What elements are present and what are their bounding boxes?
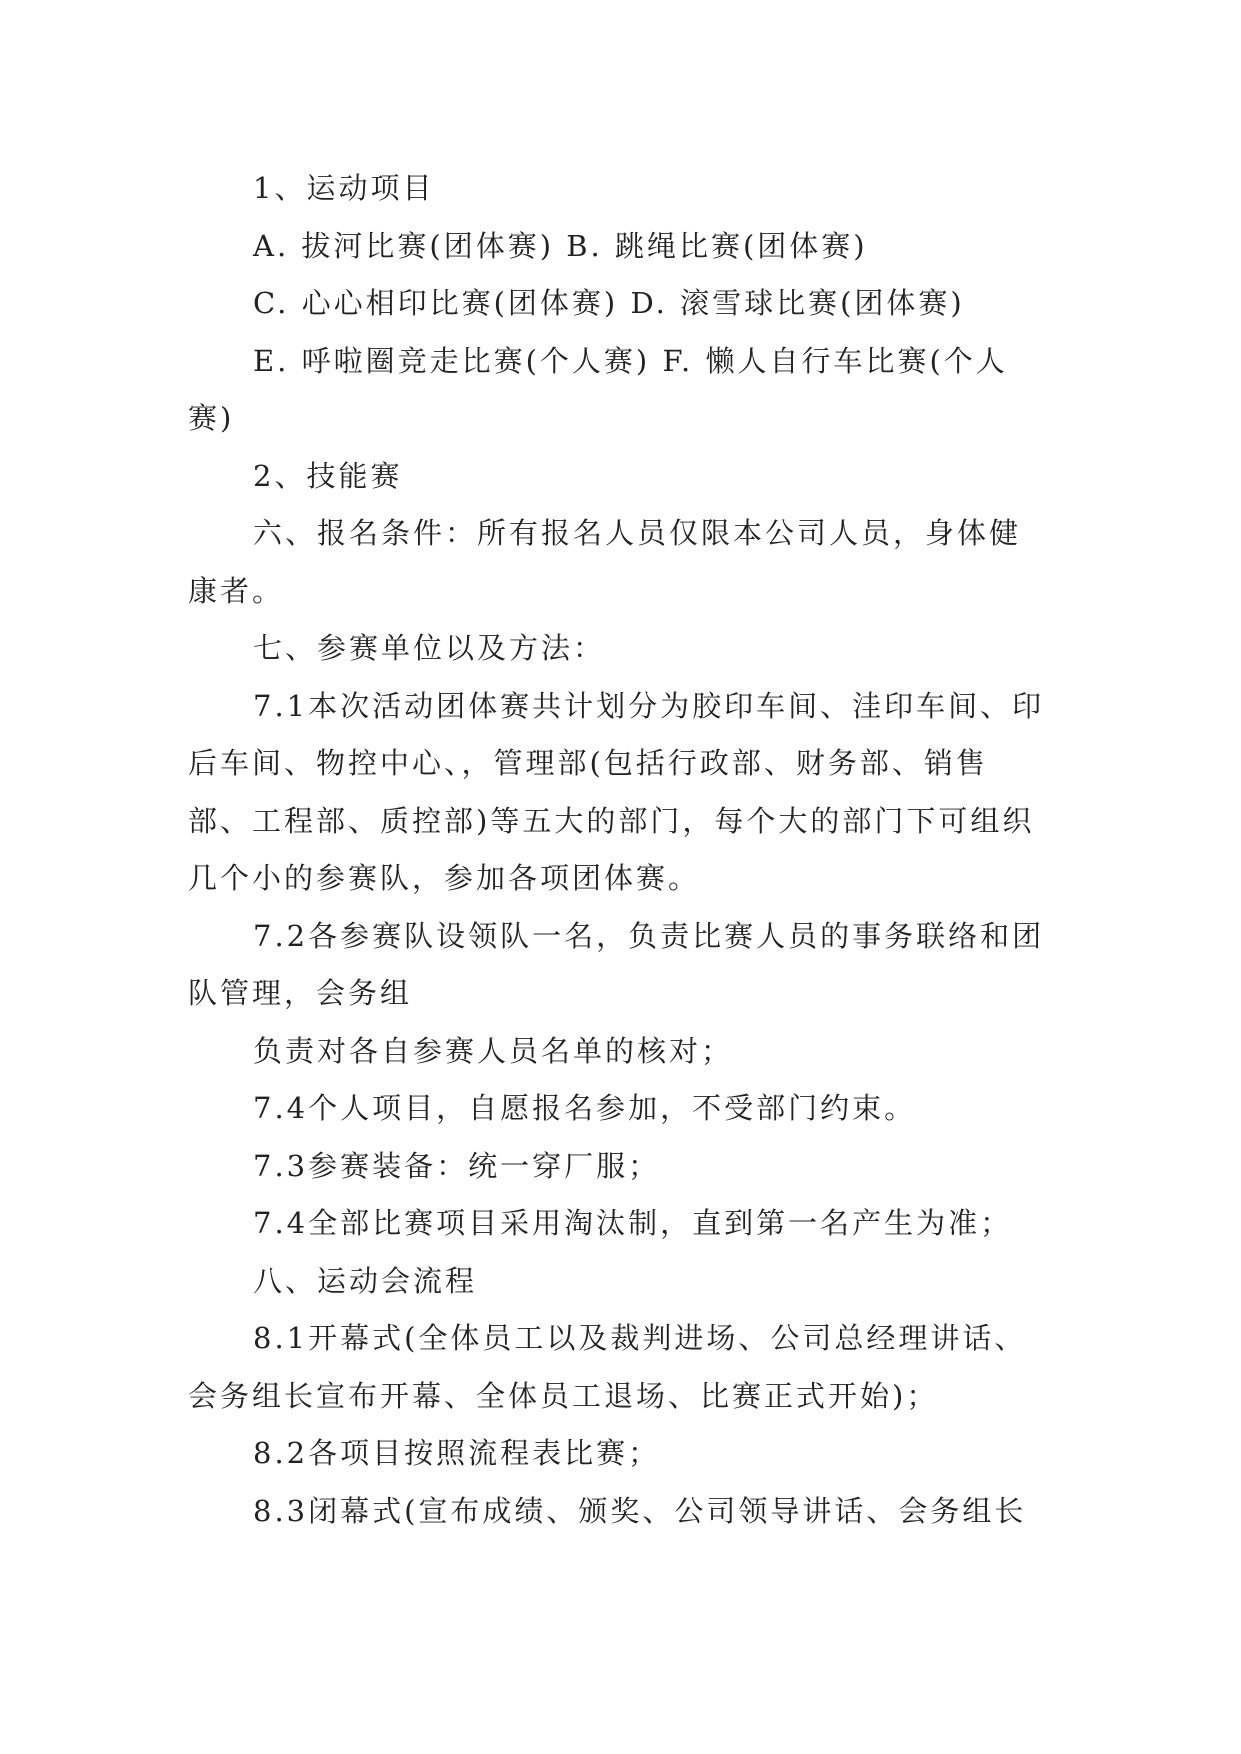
paragraph-units-and-methods: 七、参赛单位以及方法： bbox=[253, 631, 606, 665]
paragraph-skill-contest: 2、技能赛 bbox=[253, 458, 403, 493]
paragraph-items-a-b: A. 拔河比赛(团体赛) B. 跳绳比赛(团体赛) bbox=[253, 228, 868, 263]
paragraph-7-2-continued: 负责对各自参赛人员名单的核对； bbox=[253, 1033, 734, 1068]
paragraph-items-e-f: E. 呼啦圈竞走比赛(个人赛) F. 懒人自行车比赛(个人赛) bbox=[188, 343, 1008, 435]
paragraph-7-2: 7.2各参赛队设领队一名，负责比赛人员的事务联络和团队管理，会务组 bbox=[188, 918, 1045, 1010]
paragraph-8-1: 8.1开幕式(全体员工以及裁判进场、公司总经理讲话、会务组长宣布开幕、全体员工退场、比赛正式开始)； bbox=[188, 1321, 1027, 1413]
paragraph-registration-conditions: 六、报名条件：所有报名人员仅限本公司人员，身体健康者。 bbox=[188, 516, 1022, 608]
paragraph-7-3: 7.3参赛装备：统一穿厂服； bbox=[253, 1148, 661, 1183]
paragraph-items-c-d: C. 心心相印比赛(团体赛) D. 滚雪球比赛(团体赛) bbox=[253, 286, 965, 320]
paragraph-8-3: 8.3闭幕式(宣布成绩、颁奖、公司领导讲话、会务组长 bbox=[253, 1493, 1027, 1528]
paragraph-7-4-elimination: 7.4全部比赛项目采用淘汰制，直到第一名产生为准； bbox=[253, 1206, 1013, 1240]
paragraph-section-8-heading: 八、运动会流程 bbox=[253, 1263, 478, 1298]
paragraph-7-4-individual: 7.4个人项目，自愿报名参加，不受部门约束。 bbox=[253, 1091, 917, 1125]
document-body bbox=[188, 160, 1050, 1540]
paragraph-sports-items: 1、运动项目 bbox=[253, 171, 435, 205]
paragraph-7-1: 7.1本次活动团体赛共计划分为胶印车间、洼印车间、印后车间、物控中心、，管理部(包括行政部、财务部、销售部、工程部、质控部)等五大的部门，每个大的部门下可组织几个小的参赛队，参加各项团体赛。 bbox=[188, 688, 1045, 895]
paragraph-8-2: 8.2各项目按照流程表比赛； bbox=[253, 1436, 661, 1470]
